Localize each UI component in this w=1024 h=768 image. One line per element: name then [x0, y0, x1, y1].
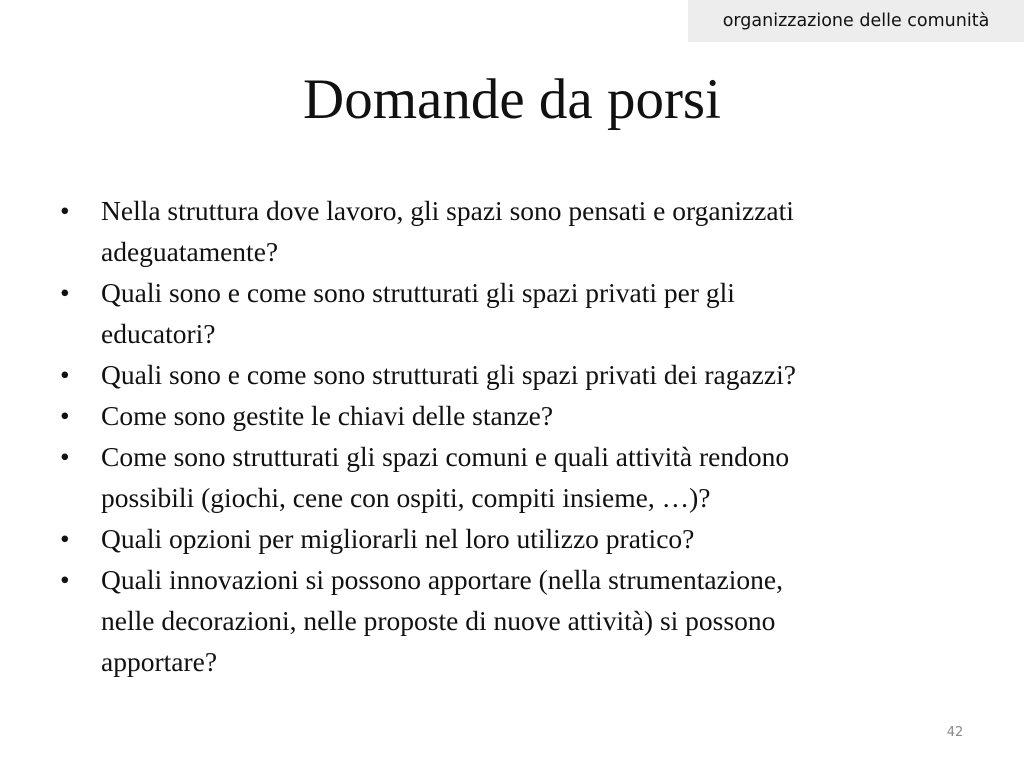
bullet-item — [0, 272, 1000, 354]
bullet-text-line: nelle decorazioni, nelle proposte di nuove attività) si possono — [101, 605, 776, 636]
bullet-text-line: Quali sono e come sono strutturati gli spazi privati dei ragazzi? — [101, 359, 796, 390]
bullet-text-line: educatori? — [101, 318, 216, 349]
section-tag: organizzazione delle comunità — [688, 0, 1024, 42]
bullet-icon: • — [60, 441, 70, 472]
bullet-text-line: adeguatamente? — [101, 236, 279, 267]
bullet-icon: • — [60, 400, 70, 431]
bullet-text-line: Come sono gestite le chiavi delle stanze? — [101, 400, 554, 431]
bullet-item — [0, 354, 1000, 395]
page-number: 42 — [946, 725, 964, 740]
bullet-text-line: apportare? — [101, 646, 218, 677]
bullet-item — [0, 190, 1000, 272]
bullet-icon: • — [60, 195, 70, 226]
bullet-icon: • — [60, 359, 70, 390]
bullet-item — [0, 518, 1000, 559]
bullet-text-line: possibili (giochi, cene con ospiti, compiti insieme, …)? — [101, 482, 711, 513]
bullet-text-line: Nella struttura dove lavoro, gli spazi sono pensati e organizzati — [101, 195, 794, 226]
bullet-item — [0, 395, 1000, 436]
bullet-icon: • — [60, 564, 70, 595]
bullet-list — [0, 190, 1000, 682]
bullet-icon: • — [60, 277, 70, 308]
bullet-item — [0, 436, 1000, 518]
bullet-text-line: Come sono strutturati gli spazi comuni e quali attività rendono — [101, 441, 790, 472]
bullet-item — [0, 559, 1000, 682]
bullet-text-line: Quali sono e come sono strutturati gli spazi privati per gli — [101, 277, 735, 308]
bullet-icon: • — [60, 523, 70, 554]
slide-title: Domande da porsi — [303, 68, 721, 131]
bullet-text-line: Quali innovazioni si possono apportare (nella strumentazione, — [101, 564, 783, 595]
bullet-text-line: Quali opzioni per migliorarli nel loro utilizzo pratico? — [101, 523, 695, 554]
